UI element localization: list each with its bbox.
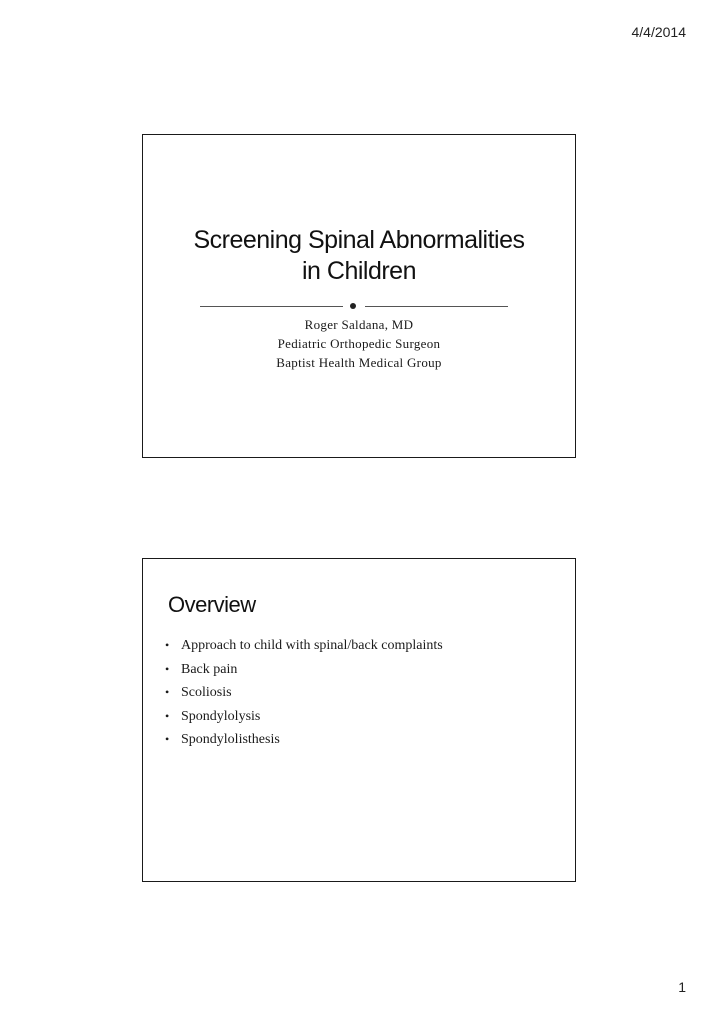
list-item-text: Spondylolysis <box>181 708 261 724</box>
slide-title-heading <box>143 225 575 287</box>
author-name: Roger Saldana, MD <box>304 317 414 332</box>
list-item-text: Approach to child with spinal/back complaints <box>181 638 443 653</box>
list-item-text: Scoliosis <box>181 685 232 700</box>
bullet-icon: • <box>165 638 170 652</box>
slide-overview <box>142 558 576 882</box>
divider-line-left <box>200 306 343 307</box>
title-line-1: Screening Spinal Abnormalities <box>193 226 525 254</box>
list-item <box>165 705 443 729</box>
overview-bullet-list <box>165 634 443 752</box>
divider-line-right <box>365 306 508 307</box>
author-block <box>143 315 575 372</box>
divider-dot-icon <box>350 303 356 309</box>
overview-title: Overview <box>168 592 256 617</box>
title-line-2: in Children <box>301 257 416 285</box>
list-item <box>165 634 443 658</box>
bullet-icon: • <box>165 685 170 699</box>
bullet-icon: • <box>165 732 170 746</box>
bullet-icon: • <box>165 708 170 723</box>
page-number: 1 <box>678 979 686 995</box>
title-block <box>143 225 575 287</box>
list-item <box>165 681 443 705</box>
list-item <box>165 658 443 682</box>
title-divider <box>200 302 508 311</box>
list-item-text: Spondylolisthesis <box>181 732 280 747</box>
list-item <box>165 728 443 752</box>
author-role: Pediatric Orthopedic Surgeon <box>277 336 441 351</box>
page-date: 4/4/2014 <box>631 24 686 40</box>
author-organization: Baptist Health Medical Group <box>276 355 442 370</box>
list-item-text: Back pain <box>181 661 238 677</box>
slide-title <box>142 134 576 458</box>
bullet-icon: • <box>165 661 170 676</box>
